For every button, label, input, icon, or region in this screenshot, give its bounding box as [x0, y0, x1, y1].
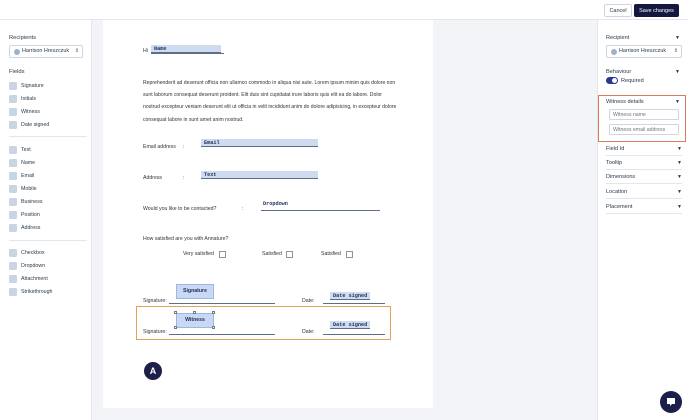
witness-details-highlight	[598, 95, 686, 142]
section-label: Tooltip	[606, 160, 623, 166]
option-checkbox[interactable]	[219, 251, 226, 258]
field-label: Initials	[21, 96, 37, 102]
field-signature[interactable]	[9, 81, 87, 91]
witness-field[interactable]: Witness	[176, 313, 214, 328]
field-business[interactable]	[9, 197, 87, 207]
contact-question: Would you like to be contacted?	[143, 206, 217, 212]
resize-handle[interactable]	[174, 326, 177, 329]
field-id-section[interactable]	[606, 142, 682, 156]
option-label: Satisfied	[262, 251, 282, 257]
satisfaction-question: How satisfied are you with Annature?	[143, 236, 229, 242]
behaviour-title: Behaviour	[606, 69, 632, 75]
field-label: Email	[21, 173, 35, 179]
field-label: Position	[21, 212, 40, 218]
signature-icon	[9, 82, 17, 90]
date-signed-field[interactable]: Date signed	[330, 292, 370, 300]
date-signed-field[interactable]: Date signed	[330, 321, 370, 329]
field-label: Date signed	[21, 122, 50, 128]
field-label: Text	[21, 147, 31, 153]
field-address[interactable]	[9, 223, 87, 233]
chevron-down-icon[interactable]: ▼	[675, 69, 680, 75]
select-arrows-icon: ⇕	[74, 48, 79, 54]
recipient-select[interactable]	[9, 45, 83, 58]
field-checkbox[interactable]	[9, 248, 87, 258]
email-field[interactable]: Email	[201, 139, 318, 147]
divider	[9, 240, 87, 241]
body-paragraph: Reprehenderit ad deserunt officia non ullamco commodo in aliqua nisi aute. Lorem ipsum minim quis dolore non sunt laborum consequat deserunt proident. Elit duis sint cupidatat irure laboris quis elit ea do labore. Dolor nostrud excepteur veniam deserunt elit ut officia in velit incididunt anim do dolore adipisicing, in excepteur dolore consequat labore in sunt amet anim nostrud.	[143, 80, 397, 123]
field-label: Dropdown	[21, 263, 46, 269]
email-label: Email address	[143, 144, 176, 150]
chevron-down-icon: ▼	[677, 174, 682, 180]
date-line	[323, 303, 385, 304]
field-text[interactable]	[9, 145, 87, 155]
resize-handle[interactable]	[212, 326, 215, 329]
greeting-text: Hi	[143, 48, 148, 54]
placement-section[interactable]	[606, 200, 682, 214]
signature-field[interactable]: Signature	[176, 284, 214, 299]
checkbox-icon	[9, 249, 17, 257]
toggle-knob	[612, 78, 617, 83]
recipient-avatar	[611, 49, 617, 55]
field-label: Checkbox	[21, 250, 45, 256]
witness-icon	[9, 108, 17, 116]
resize-handle[interactable]	[174, 311, 177, 314]
colon: :	[183, 175, 185, 181]
section-label: Dimensions	[606, 174, 636, 180]
option-label: Very satisfied	[183, 251, 214, 257]
text-icon	[9, 146, 17, 154]
location-section[interactable]	[606, 185, 682, 199]
signature-line	[169, 303, 275, 304]
cancel-button[interactable]: Cancel	[604, 4, 632, 17]
initials-icon	[9, 95, 17, 103]
field-dropdown[interactable]	[9, 261, 87, 271]
briefcase-icon	[9, 211, 17, 219]
dropdown-icon	[9, 262, 17, 270]
document-page	[103, 20, 433, 408]
name-field[interactable]: Name	[151, 45, 221, 53]
signature-label: Signature:	[143, 298, 167, 304]
witness-details-title: Witness details	[606, 99, 644, 105]
date-label: Date:	[302, 298, 315, 304]
field-label: Mobile	[21, 186, 37, 192]
top-bar	[0, 0, 688, 20]
required-toggle[interactable]	[606, 77, 618, 84]
option-checkbox[interactable]	[346, 251, 353, 258]
divider	[9, 136, 87, 137]
recipients-title: Recipients	[9, 35, 37, 41]
dimensions-section[interactable]	[606, 170, 682, 184]
colon: :	[242, 206, 244, 212]
tooltip-section[interactable]	[606, 156, 682, 170]
address-label: Address	[143, 175, 163, 181]
section-label: Placement	[606, 204, 633, 210]
fields-title: Fields	[9, 69, 25, 75]
resize-handle[interactable]	[193, 311, 196, 314]
recipient-title: Recipient	[606, 35, 630, 41]
save-changes-button[interactable]: Save changes	[634, 4, 679, 17]
recipient-avatar	[14, 49, 20, 55]
chevron-down-icon: ▼	[677, 189, 682, 195]
field-date-signed[interactable]	[9, 120, 87, 130]
field-witness[interactable]	[9, 107, 87, 117]
field-label: Business	[21, 199, 43, 205]
building-icon	[9, 198, 17, 206]
signature-label: Signature:	[143, 329, 167, 335]
option-label: Satisfied	[321, 251, 341, 257]
fields-sidebar	[0, 20, 92, 420]
select-arrows-icon: ⇕	[673, 48, 678, 54]
chevron-down-icon: ▼	[677, 160, 682, 166]
field-initials[interactable]	[9, 94, 87, 104]
phone-icon	[9, 185, 17, 193]
field-label: Signature	[21, 83, 44, 89]
option-checkbox[interactable]	[286, 251, 293, 258]
field-position[interactable]	[9, 210, 87, 220]
recipient-select-value: Harrison Hreszczuk	[22, 48, 70, 54]
chevron-down-icon[interactable]: ▼	[675, 99, 680, 105]
field-label: Witness	[21, 109, 40, 115]
field-label: Name	[21, 160, 36, 166]
strikethrough-icon	[9, 288, 17, 296]
chat-icon	[665, 396, 677, 408]
recipient-select-value: Harrison Hreszczuk	[619, 48, 667, 54]
chevron-down-icon: ▼	[677, 204, 682, 210]
paperclip-icon	[9, 275, 17, 283]
field-label: Attachment	[21, 276, 48, 282]
address-field[interactable]: Text	[201, 171, 318, 179]
date-line	[323, 334, 385, 335]
field-email[interactable]	[9, 171, 87, 181]
person-icon	[9, 159, 17, 167]
properties-sidebar	[597, 20, 688, 420]
chat-launcher-button[interactable]	[660, 391, 682, 413]
required-label: Required	[621, 78, 644, 84]
calendar-icon	[9, 121, 17, 129]
resize-handle[interactable]	[212, 311, 215, 314]
chevron-down-icon[interactable]: ▼	[675, 35, 680, 41]
dropdown-underline	[261, 210, 380, 211]
signature-line	[169, 334, 275, 335]
recipient-select[interactable]	[606, 45, 682, 58]
section-label: Location	[606, 189, 628, 195]
date-label: Date:	[302, 329, 315, 335]
field-strikethrough[interactable]	[9, 287, 87, 297]
email-icon	[9, 172, 17, 180]
field-name[interactable]	[9, 158, 87, 168]
section-label: Field Id	[606, 146, 625, 152]
location-icon	[9, 224, 17, 232]
colon: :	[183, 144, 185, 150]
chevron-down-icon: ▼	[677, 146, 682, 152]
annature-logo: A	[144, 362, 162, 380]
field-label: Address	[21, 225, 41, 231]
field-label: Strikethrough	[21, 289, 53, 295]
contact-dropdown-field[interactable]: Dropdown	[263, 201, 288, 207]
field-attachment[interactable]	[9, 274, 87, 284]
name-underline	[151, 53, 224, 54]
field-mobile[interactable]	[9, 184, 87, 194]
